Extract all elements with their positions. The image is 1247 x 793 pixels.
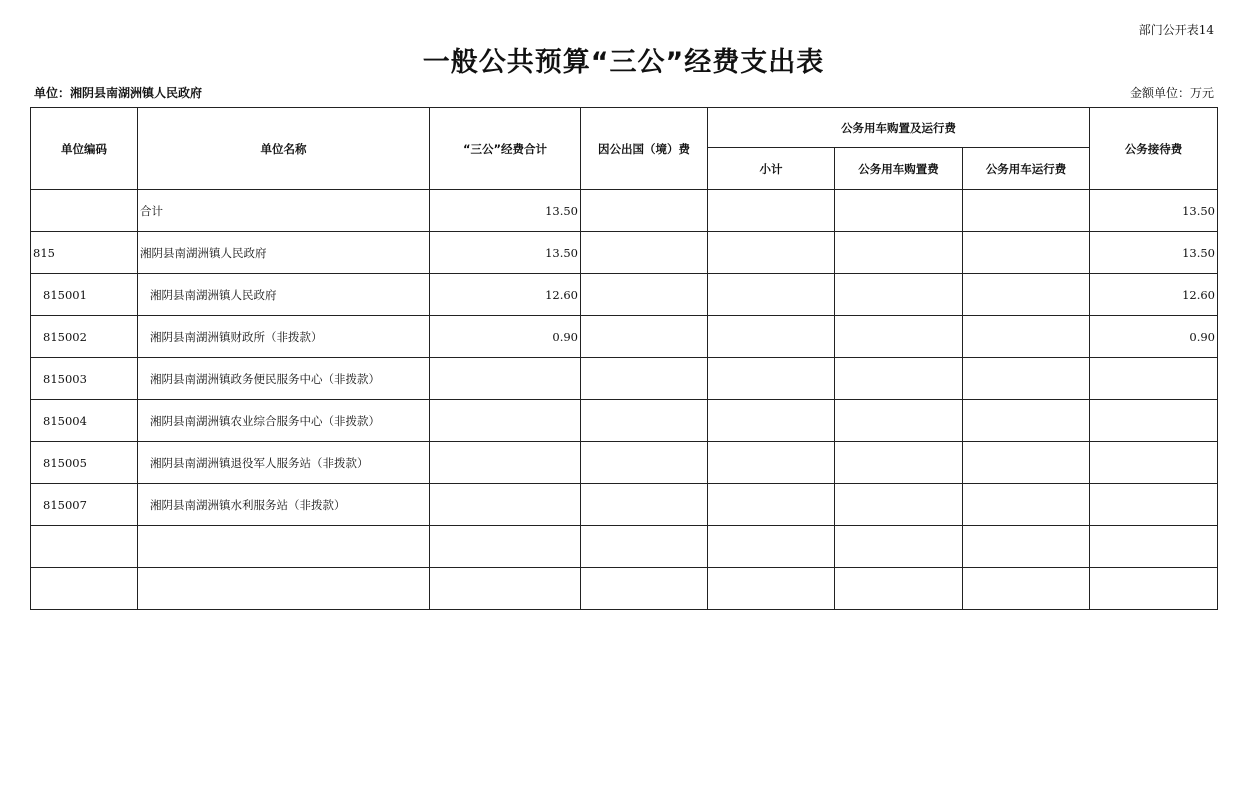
table-row [31, 484, 1218, 526]
table-row [31, 400, 1218, 442]
cell-abroad [581, 526, 708, 568]
cell-subtotal [708, 316, 835, 358]
cell-reception: 0.90 [1090, 316, 1218, 358]
cell-abroad [581, 442, 708, 484]
cell-subtotal [708, 568, 835, 610]
cell-purchase [835, 316, 963, 358]
cell-name: 湘阴县南湖洲镇退役军人服务站（非拨款） [138, 442, 430, 484]
cell-reception [1090, 568, 1218, 610]
cell-operation [963, 190, 1090, 232]
table-row [31, 274, 1218, 316]
cell-reception [1090, 358, 1218, 400]
cell-name: 湘阴县南湖洲镇人民政府 [138, 274, 430, 316]
cell-subtotal [708, 442, 835, 484]
table-row [31, 316, 1218, 358]
cell-reception [1090, 400, 1218, 442]
cell-total: 0.90 [430, 316, 581, 358]
cell-total: 13.50 [430, 190, 581, 232]
cell-code [31, 190, 138, 232]
cell-purchase [835, 190, 963, 232]
unit-label: 单位：湘阴县南湖洲镇人民政府 [34, 86, 203, 100]
cell-name: 湘阴县南湖洲镇政务便民服务中心（非拨款） [138, 358, 430, 400]
cell-reception [1090, 442, 1218, 484]
header-abroad: 因公出国（境）费 [581, 108, 708, 190]
cell-purchase [835, 358, 963, 400]
cell-subtotal [708, 274, 835, 316]
header-vehicle-operation: 公务用车运行费 [963, 148, 1090, 190]
cell-operation [963, 568, 1090, 610]
table-row [31, 442, 1218, 484]
cell-purchase [835, 526, 963, 568]
cell-operation [963, 232, 1090, 274]
cell-name: 湘阴县南湖洲镇人民政府 [138, 232, 430, 274]
cell-purchase [835, 400, 963, 442]
cell-subtotal [708, 484, 835, 526]
cell-code [31, 526, 138, 568]
cell-purchase [835, 232, 963, 274]
cell-reception: 13.50 [1090, 232, 1218, 274]
cell-subtotal [708, 358, 835, 400]
cell-purchase [835, 568, 963, 610]
header-code: 单位编码 [31, 108, 138, 190]
cell-subtotal [708, 190, 835, 232]
expenditure-table [30, 107, 1218, 610]
cell-abroad [581, 358, 708, 400]
table-row [31, 568, 1218, 610]
cell-total [430, 400, 581, 442]
form-number: 部门公开表14 [1138, 23, 1214, 37]
cell-total [430, 442, 581, 484]
cell-operation [963, 484, 1090, 526]
table-row [31, 526, 1218, 568]
cell-name [138, 568, 430, 610]
cell-total [430, 484, 581, 526]
cell-abroad [581, 400, 708, 442]
cell-reception [1090, 484, 1218, 526]
cell-reception: 12.60 [1090, 274, 1218, 316]
cell-operation [963, 358, 1090, 400]
cell-purchase [835, 484, 963, 526]
header-vehicle-group: 公务用车购置及运行费 [708, 108, 1090, 148]
cell-abroad [581, 484, 708, 526]
cell-total: 12.60 [430, 274, 581, 316]
cell-code: 815001 [31, 274, 138, 316]
cell-total [430, 568, 581, 610]
cell-subtotal [708, 232, 835, 274]
page-title: 一般公共预算“三公”经费支出表 [422, 47, 825, 78]
table-row [31, 358, 1218, 400]
cell-code: 815005 [31, 442, 138, 484]
header-subtotal: 小计 [708, 148, 835, 190]
cell-code [31, 568, 138, 610]
cell-operation [963, 442, 1090, 484]
cell-code: 815004 [31, 400, 138, 442]
header-name: 单位名称 [138, 108, 430, 190]
cell-code: 815002 [31, 316, 138, 358]
cell-operation [963, 316, 1090, 358]
cell-abroad [581, 568, 708, 610]
cell-total [430, 358, 581, 400]
cell-subtotal [708, 400, 835, 442]
cell-total: 13.50 [430, 232, 581, 274]
cell-operation [963, 400, 1090, 442]
cell-name: 湘阴县南湖洲镇财政所（非拨款） [138, 316, 430, 358]
cell-code: 815003 [31, 358, 138, 400]
cell-name: 湘阴县南湖洲镇水利服务站（非拨款） [138, 484, 430, 526]
table-row [31, 190, 1218, 232]
cell-operation [963, 526, 1090, 568]
cell-name: 合计 [138, 190, 430, 232]
cell-abroad [581, 190, 708, 232]
cell-purchase [835, 442, 963, 484]
header-vehicle-purchase: 公务用车购置费 [835, 148, 963, 190]
header-total: “三公”经费合计 [430, 108, 581, 190]
cell-name [138, 526, 430, 568]
cell-code: 815007 [31, 484, 138, 526]
cell-reception: 13.50 [1090, 190, 1218, 232]
cell-abroad [581, 316, 708, 358]
cell-reception [1090, 526, 1218, 568]
cell-abroad [581, 232, 708, 274]
header-reception: 公务接待费 [1090, 108, 1218, 190]
amount-unit-label: 金额单位：万元 [1129, 86, 1214, 100]
cell-abroad [581, 274, 708, 316]
table-row [31, 232, 1218, 274]
cell-total [430, 526, 581, 568]
cell-subtotal [708, 526, 835, 568]
cell-purchase [835, 274, 963, 316]
cell-operation [963, 274, 1090, 316]
cell-code: 815 [31, 232, 138, 274]
cell-name: 湘阴县南湖洲镇农业综合服务中心（非拨款） [138, 400, 430, 442]
